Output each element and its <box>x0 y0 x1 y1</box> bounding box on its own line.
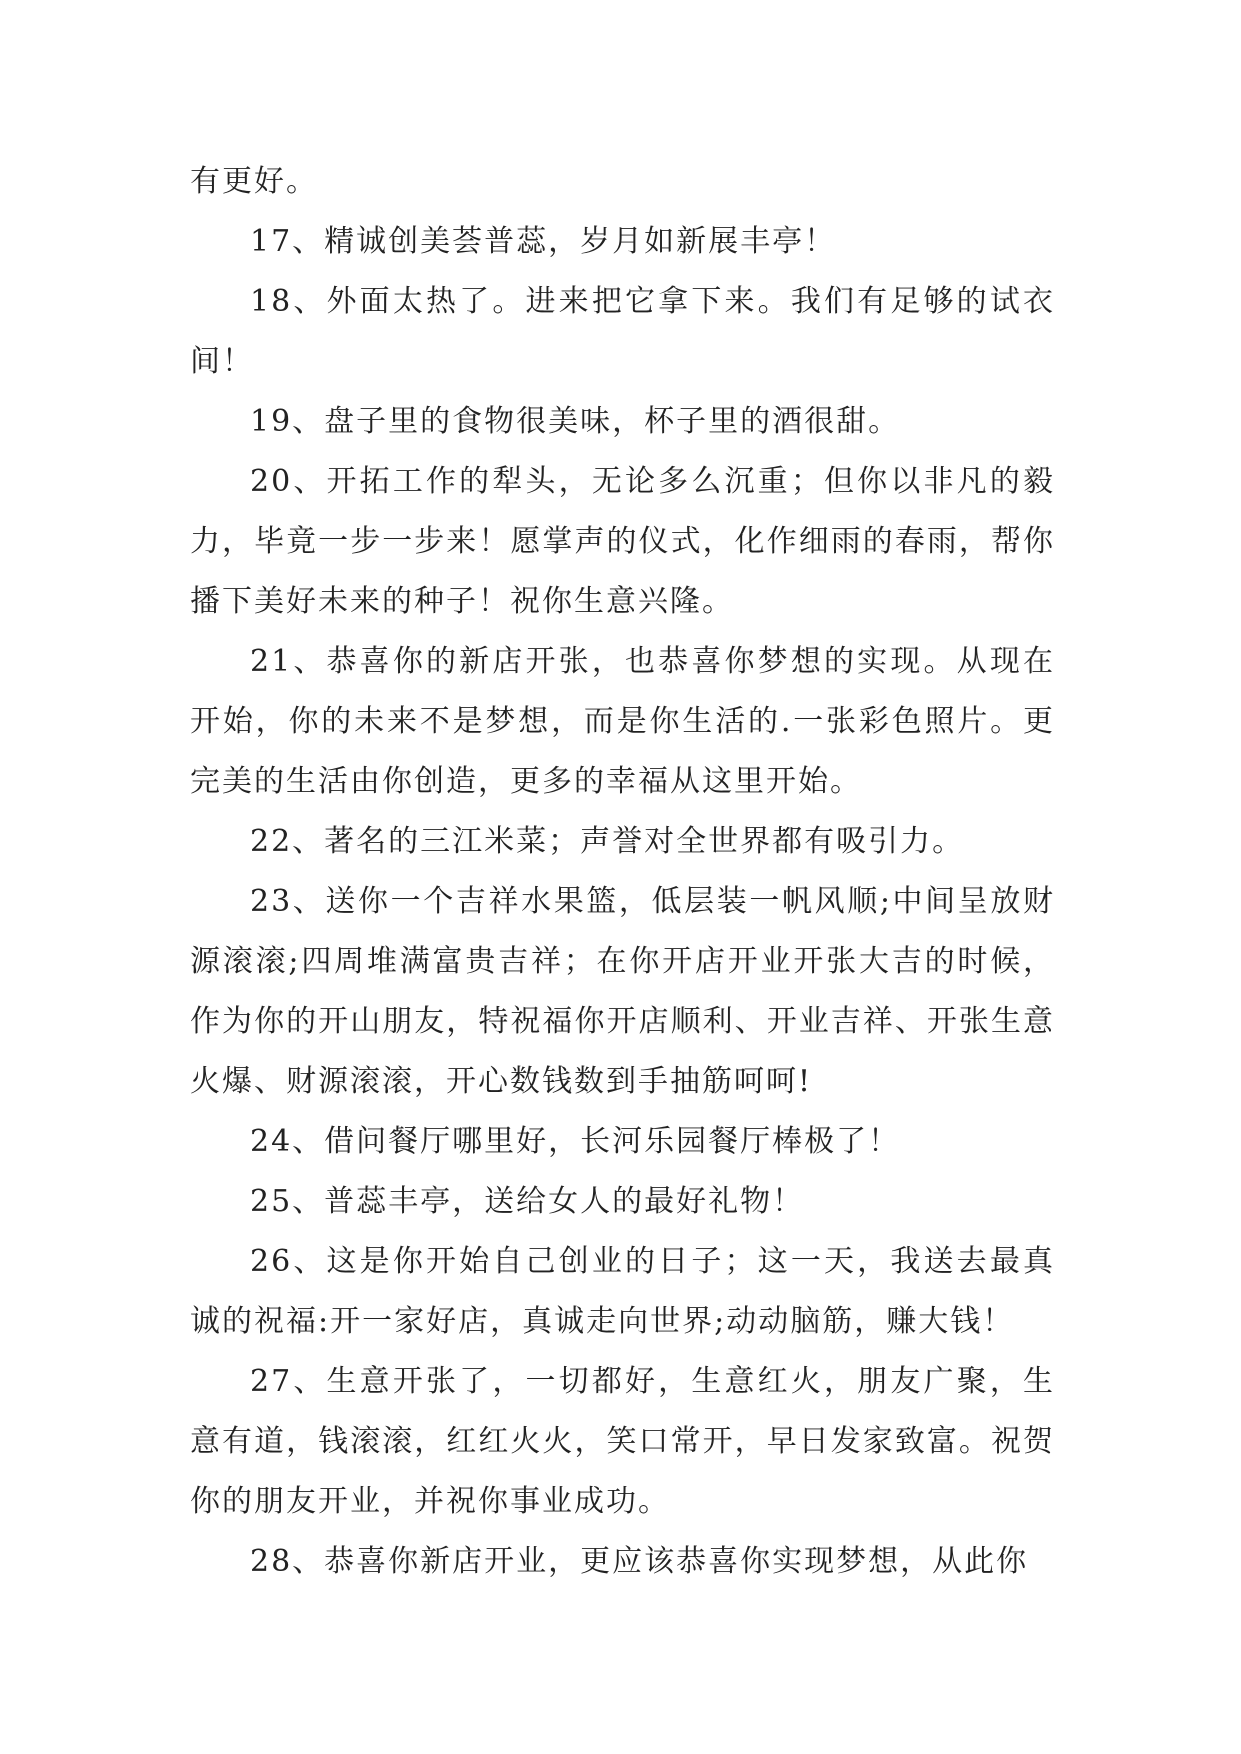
paragraph: 17、精诚创美荟普蕊，岁月如新展丰亭！ <box>250 224 837 259</box>
paragraph: 23、送你一个吉祥水果篮，低层装一帆风顺;中间呈放财源滚滚;四周堆满富贵吉祥；在你开店开业开张大吉的时候，作为你的开山朋友，特祝福你开店顺利、开业吉祥、开张生意火爆、财源滚滚，开心数钱数到手抽筋呵呵! <box>190 884 1055 1099</box>
paragraph: 28、恭喜你新店开业，更应该恭喜你实现梦想，从此你 <box>250 1544 1029 1579</box>
paragraph: 19、盘子里的食物很美味，杯子里的酒很甜。 <box>250 404 901 439</box>
paragraph: 21、恭喜你的新店开张，也恭喜你梦想的实现。从现在开始，你的未来不是梦想，而是你生活的.一张彩色照片。更完美的生活由你创造，更多的幸福从这里开始。 <box>190 644 1055 799</box>
paragraph: 26、这是你开始自己创业的日子；这一天，我送去最真诚的祝福:开一家好店，真诚走向世界;动动脑筋，赚大钱！ <box>190 1244 1055 1339</box>
paragraph: 24、借问餐厅哪里好，长河乐园餐厅棒极了！ <box>250 1124 901 1159</box>
paragraph: 有更好。 <box>190 164 318 199</box>
paragraph: 27、生意开张了，一切都好，生意红火，朋友广聚，生意有道，钱滚滚，红红火火，笑口常开，早日发家致富。祝贺你的朋友开业，并祝你事业成功。 <box>190 1364 1055 1519</box>
paragraph: 20、开拓工作的犁头，无论多么沉重；但你以非凡的毅力，毕竟一步一步来！愿掌声的仪式，化作细雨的春雨，帮你播下美好未来的种子！祝你生意兴隆。 <box>190 464 1055 619</box>
document-body <box>190 152 1055 1592</box>
paragraph: 22、著名的三江米菜；声誉对全世界都有吸引力。 <box>250 824 965 859</box>
paragraph: 25、普蕊丰亭，送给女人的最好礼物！ <box>250 1184 805 1219</box>
paragraph: 18、外面太热了。进来把它拿下来。我们有足够的试衣间！ <box>190 284 1055 379</box>
